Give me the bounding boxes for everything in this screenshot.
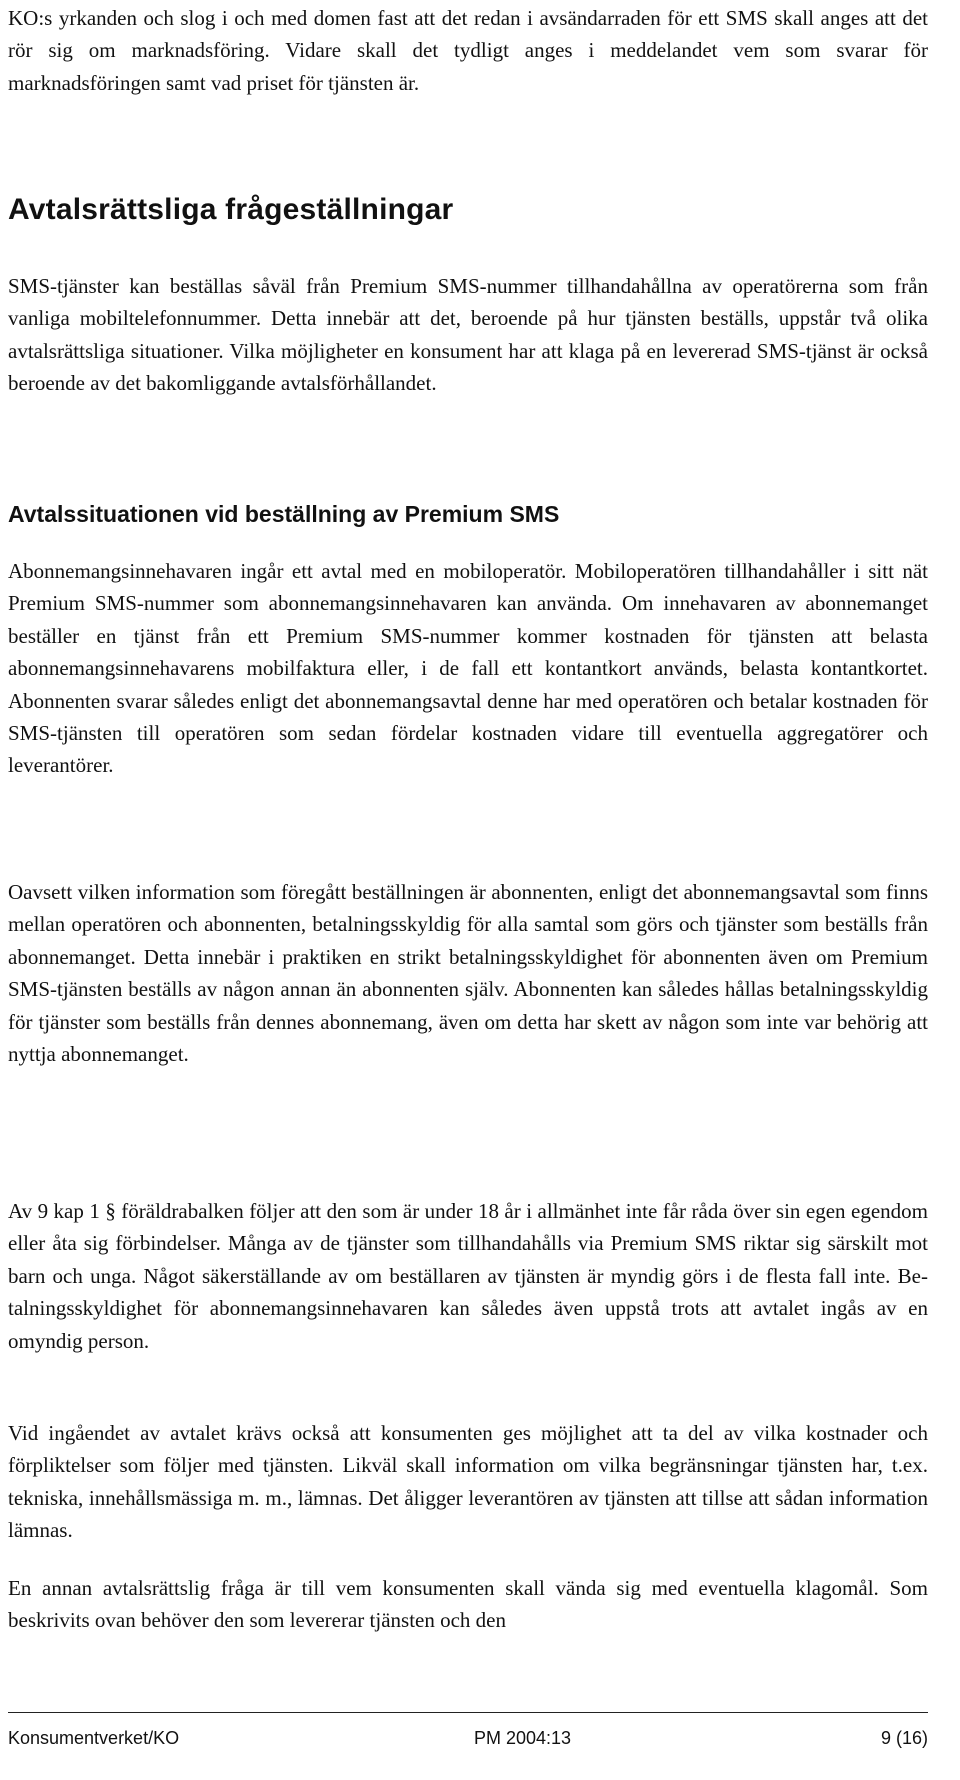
page-footer xyxy=(8,1712,928,1757)
subsection-heading: Avtalssituationen vid beställning av Premium SMS xyxy=(8,501,560,527)
paragraph-payment-liability: Oavsett vilken information som föregått beställningen är abonnenten, enligt det abonnemangsavtal som finns mellan operatören och abonnenten, betalningsskyldig för alla samtal som görs och tjänster som beställs från abonnemanget. Detta innebär i praktiken en strikt betalningsskyldighet för abonnenten även om Premium SMS-tjänsten beställs av någon annan än abonnenten själv. Abonnenten kan således hållas betalningsskyldig för tjänster som beställs från dennes abonnemang, även om detta har skett av någon som inte var behörig att nyttja abonnemanget. xyxy=(8,880,928,1067)
footer-page-number: 9 (16) xyxy=(880,1728,928,1748)
paragraph-subscription: Abonnemangsinnehavaren ingår ett avtal med en mobiloperatör. Mobiloperatören tillhandahåller i sitt nät Premium SMS-nummer som abonnemangsinnehavaren kan använda. Om innehavaren av abonnemanget beställer en tjänst från ett Premium SMS-nummer kommer kostnaden för tjänsten att belasta abonnemangsinnehavarens mobilfaktura eller, i de fall ett kontantkort används, belasta kontantkortet. Abonnenten svarar således enligt det abonnemangsavtal denne har med operatören och betalar kostnaden för SMS-tjänsten till operatören som sedan fördelar kostnaden vidare till eventuella aggregatörer och leverantörer. xyxy=(8,559,928,778)
footer-document-id: PM 2004:13 xyxy=(474,1728,572,1748)
paragraph-intro: KO:s yrkanden och slog i och med domen fast att det redan i avsändarraden för ett SMS skall anges att det rör sig om marknadsföring. Vidare skall det tydligt anges i meddelandet vem som svarar för marknadsföringen samt vad priset för tjänsten är. xyxy=(8,6,928,95)
paragraph-contract-situations: SMS-tjänster kan beställas såväl från Premium SMS-nummer tillhandahållna av operatörerna som från vanliga mobiltelefonnummer. Detta innebär att det, beroende på hur tjänsten beställs, uppstår två olika avtalsrättsliga situationer. Vilka möjligheter en konsument har att klaga på en levererad SMS-tjänst är också beroende av det bakomliggande avtalsförhållandet. xyxy=(8,274,928,396)
footer-publisher: Konsumentverket/KO xyxy=(8,1728,180,1748)
paragraph-complaints: En annan avtalsrättslig fråga är till vem konsumenten skall vända sig med eventuella klagomål. Som beskrivits ovan behöver den som levererar tjänsten och den xyxy=(8,1576,928,1633)
paragraph-information: Vid ingåendet av avtalet krävs också att konsumenten ges möjlighet att ta del av vilka kostnader och förpliktelser som följer med tjänsten. Likväl skall information om vilka begränsningar tjänsten har, t.ex. tekniska, innehållsmässiga m. m., lämnas. Det åligger leverantören av tjänsten att tillse att sådan information lämnas. xyxy=(8,1421,928,1543)
paragraph-minors: Av 9 kap 1 § föräldrabalken följer att den som är under 18 år i allmänhet inte får råda över sin egen egendom eller åta sig förbindelser. Många av de tjänster som tillhandahålls via Premium SMS riktar sig särskilt mot barn och unga. Något säkerställande av om beställaren av tjänsten är myndig görs i de flesta fall inte. Betalningsskyldighet för abonnemangsinnehavaren kan således även uppstå trots att avtalet ingås av en omyndig person. xyxy=(8,1199,928,1353)
section-heading: Avtalsrättsliga frågeställningar xyxy=(8,193,454,226)
